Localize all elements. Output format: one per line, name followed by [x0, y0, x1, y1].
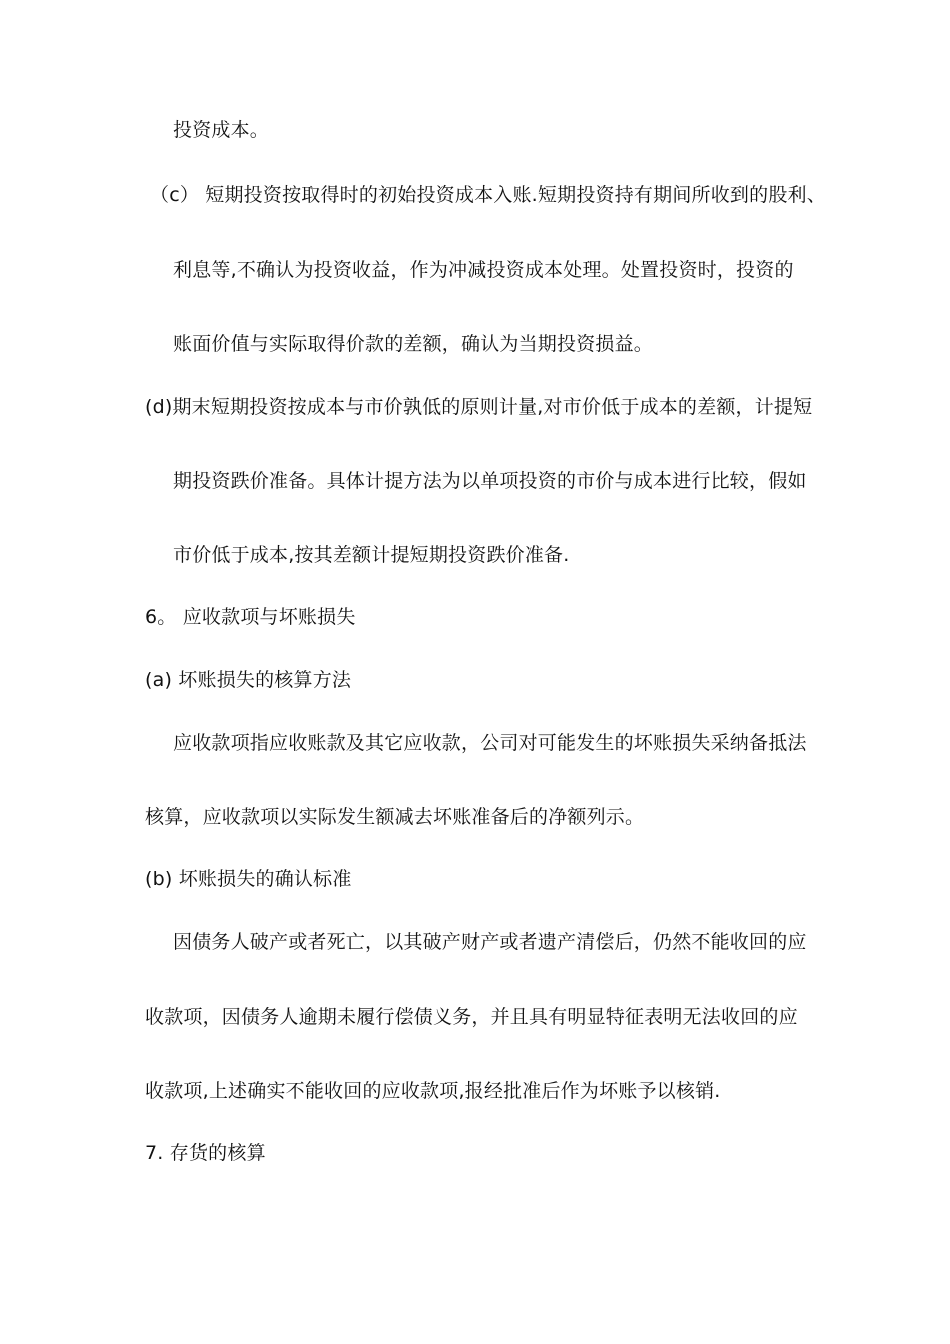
- text-line-1: 投资成本。: [173, 119, 270, 141]
- text-line-15: 收款项,上述确实不能收回的应收款项,报经批准后作为坏账予以核销.: [145, 1080, 721, 1102]
- section-heading-7: 7. 存货的核算: [145, 1142, 266, 1164]
- text-line-6: 期投资跌价准备。具体计提方法为以单项投资的市价与成本进行比较，假如: [173, 470, 807, 492]
- text-line-11: 核算，应收款项以实际发生额减去坏账准备后的净额列示。: [145, 806, 645, 828]
- text-line-13: 因债务人破产或者死亡，以其破产财产或者遗产清偿后，仍然不能收回的应: [173, 931, 807, 953]
- text-line-10: 应收款项指应收账款及其它应收款，公司对可能发生的坏账损失采纳备抵法: [173, 732, 807, 754]
- text-line-2: （c） 短期投资按取得时的初始投资成本入账.短期投资持有期间所收到的股利、: [150, 184, 826, 206]
- section-heading-6: 6。 应收款项与坏账损失: [145, 606, 356, 628]
- text-line-4: 账面价值与实际取得价款的差额，确认为当期投资损益。: [173, 333, 654, 355]
- text-line-14: 收款项，因债务人逾期未履行偿债义务，并且具有明显特征表明无法收回的应: [145, 1006, 798, 1028]
- text-line-5: (d)期末短期投资按成本与市价孰低的原则计量,对市价低于成本的差额，计提短: [145, 396, 813, 418]
- text-line-3: 利息等,不确认为投资收益，作为冲减投资成本处理。处置投资时，投资的: [173, 259, 794, 281]
- text-line-7: 市价低于成本,按其差额计提短期投资跌价准备.: [173, 544, 570, 566]
- subheading-b: (b) 坏账损失的确认标准: [145, 868, 352, 890]
- subheading-a: (a) 坏账损失的核算方法: [145, 669, 352, 691]
